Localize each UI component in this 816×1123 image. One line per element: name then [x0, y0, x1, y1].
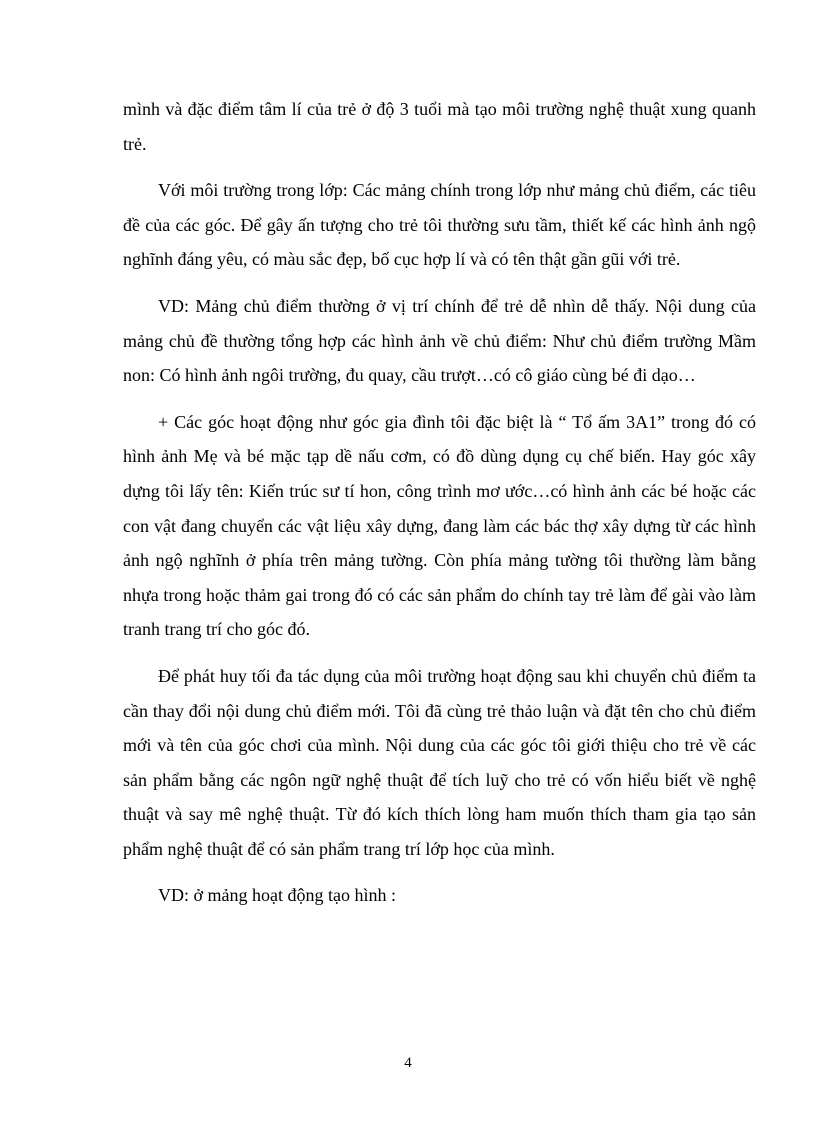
- paragraph-5: Để phát huy tối đa tác dụng của môi trường hoạt động sau khi chuyển chủ điểm ta cần thay đổi nội dung chủ điểm mới. Tôi đã cùng trẻ thảo luận và đặt tên cho chủ điểm mới và tên của góc chơi của mình. Nội dung của các góc tôi giới thiệu cho trẻ về các sản phẩm bằng các ngôn ngữ nghệ thuật để tích luỹ cho trẻ có vốn hiểu biết về nghệ thuật và say mê nghệ thuật. Từ đó kích thích lòng ham muốn thích tham gia tạo sản phẩm nghệ thuật để có sản phẩm trang trí lớp học của mình.: [123, 665, 756, 859]
- document-body: [123, 92, 756, 925]
- paragraph-6: VD: ở mảng hoạt động tạo hình :: [158, 885, 396, 906]
- paragraph-4: + Các góc hoạt động như góc gia đình tôi đặc biệt là “ Tổ ấm 3A1” trong đó có hình ảnh Mẹ và bé mặc tạp dề nấu cơm, có đồ dùng dụng cụ chế biến. Hay góc xây dựng tôi lấy tên: Kiến trúc sư tí hon, công trình mơ ước…có hình ảnh các bé hoặc các con vật đang chuyển các vật liệu xây dựng, đang làm các bác thợ xây dựng từ các hình ảnh ngộ nghĩnh ở phía trên mảng tường. Còn phía mảng tường tôi thường làm bằng nhựa trong hoặc thảm gai trong đó có các sản phẩm do chính tay trẻ làm để gài vào làm tranh trang trí cho góc đó.: [123, 411, 756, 640]
- paragraph-1: mình và đặc điểm tâm lí của trẻ ở độ 3 tuổi mà tạo môi trường nghệ thuật xung quanh trẻ.: [123, 99, 756, 154]
- page-number: 4: [404, 1055, 412, 1071]
- paragraph-2: Với môi trường trong lớp: Các mảng chính trong lớp như mảng chủ điểm, các tiêu đề của các góc. Để gây ấn tượng cho trẻ tôi thường sưu tầm, thiết kế các hình ảnh ngộ nghĩnh đáng yêu, có màu sắc đẹp, bố cục hợp lí và có tên thật gần gũi với trẻ.: [123, 180, 756, 270]
- paragraph-3: VD: Mảng chủ điểm thường ở vị trí chính để trẻ dễ nhìn dễ thấy. Nội dung của mảng chủ đề thường tổng hợp các hình ảnh về chủ điểm: Như chủ điểm trường Mầm non: Có hình ảnh ngôi trường, đu quay, cầu trượt…có cô giáo cùng bé đi dạo…: [123, 295, 756, 386]
